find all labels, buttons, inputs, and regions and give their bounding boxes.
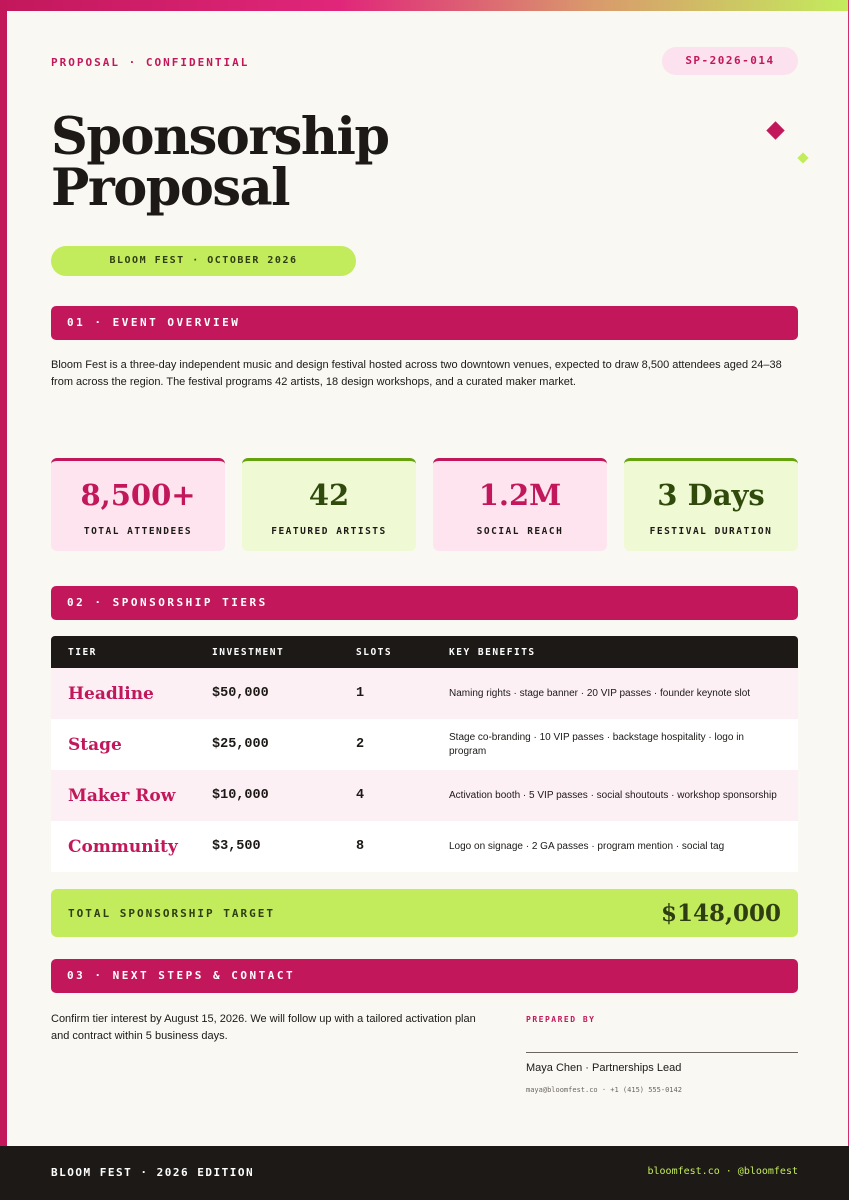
tier-slots: 1 [356, 686, 365, 701]
tier-slots: 8 [356, 839, 365, 854]
column-header-slots: SLOTS [356, 646, 393, 658]
stat-card-reach [433, 458, 607, 551]
section-header-next-steps: 03 · NEXT STEPS & CONTACT [51, 959, 798, 993]
reference-badge: SP-2026-014 [662, 47, 798, 75]
table-row [51, 668, 798, 719]
stat-value: 3 Days [657, 478, 765, 512]
stat-value: 1.2M [478, 478, 562, 512]
stat-label: SOCIAL REACH [476, 526, 564, 537]
stat-label: TOTAL ATTENDEES [83, 526, 193, 537]
table-header-row [51, 636, 798, 668]
left-accent-bar [0, 0, 7, 1146]
tier-benefits: Naming rights · stage banner · 20 VIP passes · founder keynote slot [449, 687, 751, 699]
footer [0, 1146, 849, 1200]
column-header-tier: TIER [68, 646, 97, 658]
tier-name: Community [68, 836, 178, 857]
stat-card-duration [624, 458, 798, 551]
tier-name: Headline [68, 683, 154, 704]
stat-value: 42 [308, 478, 350, 512]
tier-slots: 4 [356, 788, 365, 803]
signature-line [526, 1052, 798, 1053]
diamond-decoration-icon [766, 121, 784, 139]
title-line-2: Proposal [51, 158, 290, 218]
tier-investment: $3,500 [212, 839, 261, 854]
tier-benefits: Activation booth · 5 VIP passes · social shoutouts · workshop sponsorship [449, 789, 777, 801]
preparer-contact: maya@bloomfest.co · +1 (415) 555-0142 [526, 1086, 682, 1094]
stat-value: 8,500+ [80, 478, 196, 512]
prepared-by-label: PREPARED BY [526, 1015, 596, 1024]
total-target-bar [51, 889, 798, 937]
stat-label: FEATURED ARTISTS [271, 526, 387, 537]
small-diamond-decoration-icon [797, 152, 808, 163]
total-value: $148,000 [660, 899, 781, 927]
preparer-name: Maya Chen · Partnerships Lead [526, 1062, 682, 1074]
total-label: TOTAL SPONSORSHIP TARGET [68, 906, 275, 920]
stat-label: FESTIVAL DURATION [649, 526, 773, 537]
section-header-overview: 01 · EVENT OVERVIEW [51, 306, 798, 340]
tier-name: Maker Row [68, 785, 176, 806]
footer-edition: BLOOM FEST · 2026 EDITION [51, 1166, 255, 1179]
tier-benefits: Stage co-branding · 10 VIP passes · backstage hospitality · logo in program [449, 731, 744, 757]
event-badge: BLOOM FEST · OCTOBER 2026 [51, 246, 356, 276]
page-title [51, 107, 551, 218]
tier-name: Stage [68, 734, 122, 755]
title-line-1: Sponsorship [51, 107, 389, 167]
stat-card-attendees [51, 458, 225, 551]
tier-investment: $50,000 [212, 686, 269, 701]
footer-links[interactable]: bloomfest.co · @bloomfest [647, 1166, 798, 1177]
column-header-benefits: KEY BENEFITS [449, 646, 536, 658]
section-header-tiers: 02 · SPONSORSHIP TIERS [51, 586, 798, 620]
tier-investment: $10,000 [212, 788, 269, 803]
table-row [51, 719, 798, 770]
document-eyebrow: PROPOSAL · CONFIDENTIAL [51, 56, 250, 69]
sponsorship-tiers-table [51, 636, 798, 872]
next-steps-paragraph: Confirm tier interest by August 15, 2026. We will follow up with a tailored activation plan and contract within 5 business days. [51, 1013, 476, 1042]
tier-investment: $25,000 [212, 737, 269, 752]
table-row [51, 821, 798, 872]
top-gradient-bar [0, 0, 849, 11]
tier-benefits: Logo on signage · 2 GA passes · program mention · social tag [449, 840, 725, 852]
column-header-investment: INVESTMENT [212, 646, 285, 658]
table-row [51, 770, 798, 821]
overview-paragraph: Bloom Fest is a three-day independent music and design festival hosted across two downtown venues, expected to draw 8,500 attendees aged 24–38 from across the region. The festival programs 42 artists, 18 design workshops, and a curated maker market. [51, 359, 782, 388]
stat-card-artists [242, 458, 416, 551]
tier-slots: 2 [356, 737, 365, 752]
